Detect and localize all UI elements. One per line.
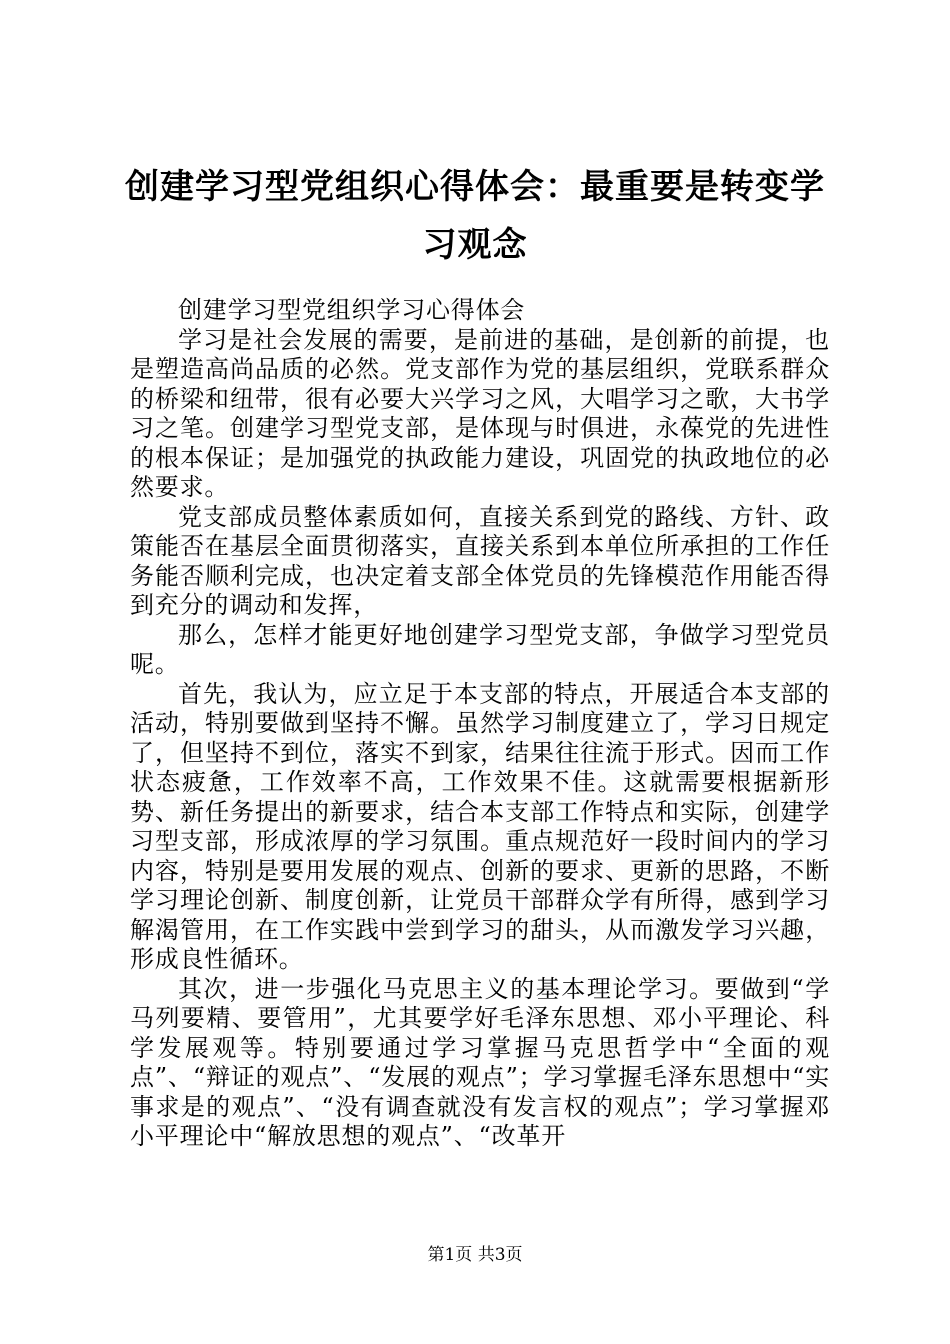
paragraph: 党支部成员整体素质如何，直接关系到党的路线、方针、政策能否在基层全面贯彻落实，直接关系到本单位所承担的工作任务能否顺利完成，也决定着支部全体党员的先锋模范作用能否得到充分的调动和发挥，	[130, 502, 830, 619]
document-body	[130, 296, 830, 1152]
paragraph-subtitle: 创建学习型党组织学习心得体会	[178, 296, 526, 324]
page-footer: 第1页 共3页	[427, 1245, 523, 1265]
paragraph: 那么，怎样才能更好地创建学习型党支部，争做学习型党员呢。	[130, 620, 830, 678]
paragraph: 学习是社会发展的需要，是前进的基础，是创新的前提，也是塑造高尚品质的必然。党支部作为党的基层组织，党联系群众的桥梁和纽带，很有必要大兴学习之风，大唱学习之歌，大书学习之笔。创建学习型党支部，是体现与时俱进，永葆党的先进性的根本保证；是加强党的执政能力建设，巩固党的执政地位的必然要求。	[130, 325, 830, 501]
paragraph: 其次，进一步强化马克思主义的基本理论学习。要做到“学马列要精、要管用”，尤其要学好毛泽东思想、邓小平理论、科学发展观等。特别要通过学习掌握马克思哲学中“全面的观点”、“辩证的观点”、“发展的观点”；学习掌握毛泽东思想中“实事求是的观点”、“没有调查就没有发言权的观点”；学习掌握邓小平理论中“解放思想的观点”、“改革开	[130, 974, 830, 1150]
paragraph: 首先，我认为，应立足于本支部的特点，开展适合本支部的活动，特别要做到坚持不懈。虽然学习制度建立了，学习日规定了，但坚持不到位，落实不到家，结果往往流于形式。因而工作状态疲惫，工作效率不高，工作效果不佳。这就需要根据新形势、新任务提出的新要求，结合本支部工作特点和实际，创建学习型支部，形成浓厚的学习氛围。重点规范好一段时间内的学习内容，特别是要用发展的观点、创新的要求、更新的思路，不断学习理论创新、制度创新，让党员干部群众学有所得，感到学习解渴管用，在工作实践中尝到学习的甜头，从而激发学习兴趣，形成良性循环。	[130, 679, 830, 973]
document-title: 创建学习型党组织心得体会：最重要是转变学习观念	[125, 167, 825, 265]
